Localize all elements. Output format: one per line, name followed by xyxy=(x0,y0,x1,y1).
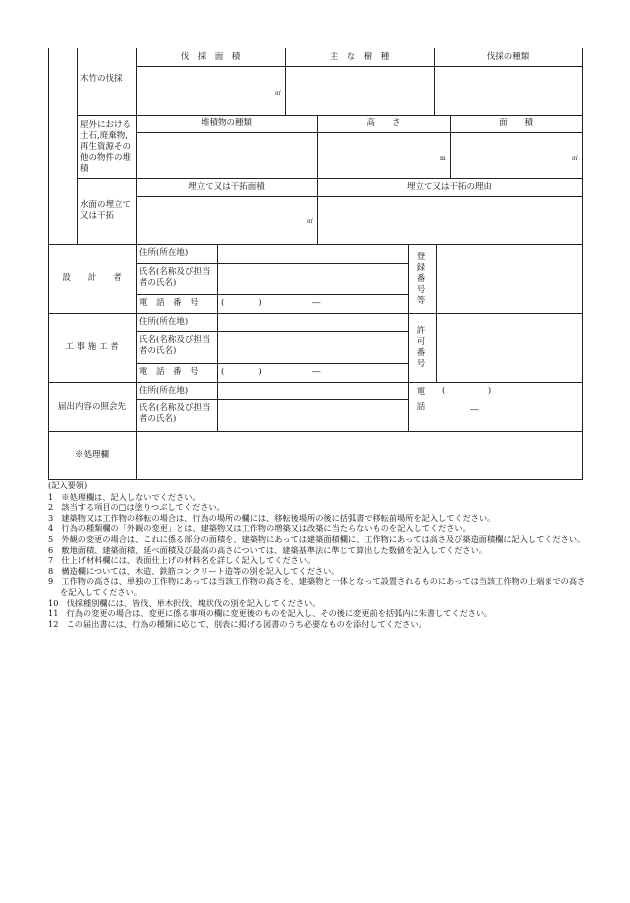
felling-header-species: 主 な 樹 種 xyxy=(329,52,390,62)
designer-label: 設 計 者 xyxy=(62,273,122,283)
note-item: 8 構造欄については、木造、鉄筋コンクリート造等の別を記入してください。 xyxy=(48,565,340,576)
note-item: 9 工作物の高さは、単独の工作物にあっては当該工作物の高さを、建築物と一体となって設置されるものにあっては当該工作物の上端までの高さを記入してください。 xyxy=(48,576,586,597)
piling-header-area: 面 積 xyxy=(498,118,533,128)
contractor-address-label: 住所(所在地) xyxy=(139,317,189,327)
processing-area xyxy=(137,432,581,478)
contractor-label: 工 事 施 工 者 xyxy=(65,342,119,352)
designer-phone-dash: ― xyxy=(312,298,321,308)
contractor-phone-paren: ( ) xyxy=(221,367,262,377)
felling-species-input[interactable] xyxy=(286,67,433,114)
designer-name-label: 氏名(名称及び担当者の氏名) xyxy=(139,267,211,288)
contact-name-label: 氏名(名称及び担当者の氏名) xyxy=(139,403,211,424)
landfill-header-area: 埋立て又は干拓面積 xyxy=(188,182,265,192)
contact-phone-label: 電 話 xyxy=(416,387,434,412)
felling-type-input[interactable] xyxy=(435,67,581,114)
note-item: 3 建築物又は工作物の移転の場合は、行為の場所の欄には、移転後場所の後に括弧書で移転前場所を記入してください。 xyxy=(48,512,496,523)
contractor-permit-label: 許可番号 xyxy=(416,326,426,369)
note-item: 6 敷地面積、建築面積、延べ面積及び最高の高さについては、建築基準法に準じて算出した数値を記入してください。 xyxy=(48,544,487,555)
piling-kind-input[interactable] xyxy=(137,133,316,177)
contractor-permit-input[interactable] xyxy=(437,314,581,381)
landfill-area-input[interactable] xyxy=(137,197,316,243)
note-item: 11 行為の変更の場合は、変更に係る事項の欄に変更後のものを記入し、その後に変更前を括弧内に朱書してください。 xyxy=(48,608,493,619)
notes-section xyxy=(48,480,588,629)
contact-phone-paren: ( ) xyxy=(442,386,492,396)
landfill-label: 水面の埋立て又は干拓 xyxy=(80,200,132,221)
felling-label: 木竹の伐採 xyxy=(80,74,123,84)
piling-height-unit: m xyxy=(440,155,446,162)
landfill-reason-input[interactable] xyxy=(318,197,581,243)
contractor-phone-dash: ― xyxy=(312,367,321,377)
designer-reg-label: 登録番号等 xyxy=(416,252,426,306)
designer-reg-input[interactable] xyxy=(437,245,581,312)
piling-height-input[interactable] xyxy=(318,133,449,177)
note-item: 5 外観の変更の場合は、これに係る部分の面積を、建築物にあっては建築面積欄に、工作物にあっては高さ及び築造面積欄に記入してください。 xyxy=(48,533,586,544)
piling-label: 屋外における土石,廃棄物,再生資源その他の物件の堆積 xyxy=(80,120,132,174)
note-item: 2 該当する項目の□は塗りつぶしてください。 xyxy=(48,502,225,513)
contractor-name-input[interactable] xyxy=(218,332,407,362)
contact-label: 届出内容の照会先 xyxy=(57,402,126,412)
contact-address-label: 住所(所在地) xyxy=(139,386,189,396)
landfill-area-unit: ㎡ xyxy=(307,218,314,225)
note-item: 10 伐採種別欄には、皆伐、単木択伐、塊状伐の別を記入してください。 xyxy=(48,597,321,608)
felling-header-type: 伐採の種類 xyxy=(486,52,530,62)
piling-area-unit: ㎡ xyxy=(572,155,579,162)
designer-phone-paren: ( ) xyxy=(221,298,262,308)
processing-label: ※処理欄 xyxy=(74,450,109,460)
contractor-phone-label: 電 話 番 号 xyxy=(139,367,199,377)
designer-address-input[interactable] xyxy=(218,245,407,262)
piling-header-height: 高 さ xyxy=(366,118,401,128)
note-item: 4 行為の種類欄の「外観の変更」とは、建築物又は工作物の増築又は改築に当たらないものを記入してください。 xyxy=(48,523,471,534)
felling-area-unit: ㎡ xyxy=(275,90,282,97)
contractor-address-input[interactable] xyxy=(218,314,407,330)
note-item: 12 この届出書には、行為の種類に応じて、別表に掲げる図書のうち必要なものを添付してください。 xyxy=(48,618,427,629)
felling-area-input[interactable] xyxy=(137,67,284,114)
designer-name-input[interactable] xyxy=(218,264,407,293)
note-item: 7 仕上げ材料欄には、表面仕上げの材料名を詳しく記入してください。 xyxy=(48,555,316,566)
contractor-phone-input[interactable] xyxy=(218,364,407,381)
piling-header-kind: 堆積物の種類 xyxy=(200,118,252,128)
felling-header-area: 伐 採 面 積 xyxy=(180,52,241,62)
contractor-name-label: 氏名(名称及び担当者の氏名) xyxy=(139,335,211,356)
designer-phone-input[interactable] xyxy=(218,295,407,312)
notes-heading: (記入要領) xyxy=(48,480,88,490)
landfill-header-reason: 埋立て又は干拓の理由 xyxy=(406,182,492,192)
contact-address-input[interactable] xyxy=(218,383,407,398)
piling-area-input[interactable] xyxy=(451,133,581,177)
contact-phone-input[interactable] xyxy=(437,383,581,430)
note-item: 1 ※処理欄は、記入しないでください。 xyxy=(48,491,201,502)
contact-name-input[interactable] xyxy=(218,400,407,430)
designer-address-label: 住所(所在地) xyxy=(139,248,189,258)
designer-phone-label: 電 話 番 号 xyxy=(139,298,199,308)
contact-phone-dash: ― xyxy=(470,405,479,415)
